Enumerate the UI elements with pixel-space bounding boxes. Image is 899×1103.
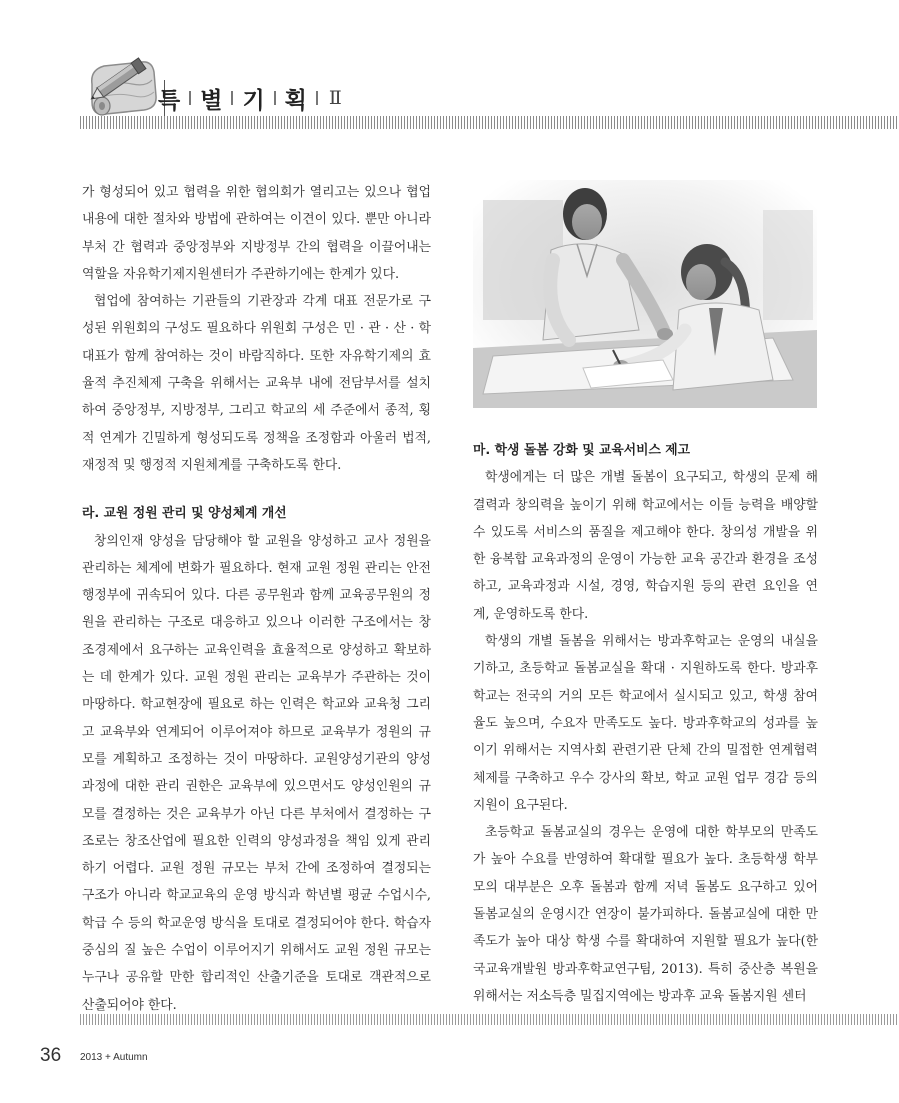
- paragraph: 학생의 개별 돌봄을 위해서는 방과후학교는 운영의 내실을 기하고, 초등학교 돌봄교실을 확대 · 지원하도록 한다. 방과후학교는 전국의 거의 모든 학교에서 실시되고 있고, 학생 참여율도 높으며, 수요자 만족도도 높다. 방과후학교의 성과를 높이기 위해서는 지역사회 관련기관 단체 간의 밀접한 연계협력 체제를 구축하고 우수 강사의 확보, 학교 교원 업무 경감 등의 지원이 요구된다.: [473, 634, 818, 813]
- title-separator: [231, 91, 233, 105]
- title-char: 획: [284, 87, 307, 114]
- section-heading-ra: 라. 교원 정원 관리 및 양성체계 개선: [82, 506, 287, 522]
- header-hatch-rule: [80, 116, 898, 129]
- title-separator: [189, 91, 191, 105]
- pencil-scroll-icon: [82, 44, 164, 124]
- left-column: [82, 179, 431, 1019]
- footer-hatch-rule: [80, 1014, 898, 1025]
- paragraph: 초등학교 돌봄교실의 경우는 운영에 대한 학부모의 만족도가 높아 수요를 반영하여 확대할 필요가 높다. 초등학생 학부모의 대부분은 오후 돌봄과 함께 저녁 돌봄도 요구하고 있어 돌봄교실의 운영시간 연장이 불가피하다. 돌봄교실에 대한 만족도가 높아 대상 학생 수를 확대하여 지원할 필요가 높다(한국교육개발원 방과후학교연구팀, 2013). 특히 중산층 복원을 위해서는 저소득층 밀집지역에는 방과후 교육 돌봄지원 센터: [473, 825, 818, 1004]
- section-heading-ma: 마. 학생 돌봄 강화 및 교육서비스 제고: [473, 443, 691, 458]
- title-char: 기: [242, 87, 265, 114]
- title-separator: [316, 91, 318, 105]
- title-separator: [274, 91, 276, 105]
- title-roman-numeral: Ⅱ: [328, 87, 342, 109]
- page-number: 36: [40, 1045, 62, 1066]
- section-title: [158, 78, 342, 118]
- title-char: 특: [158, 87, 181, 114]
- paragraph: 가 형성되어 있고 협력을 위한 협의회가 열리고는 있으나 협업 내용에 대한 절차와 방법에 관하여는 이견이 있다. 뿐만 아니라 부처 간 협력과 중앙정부와 지방정부 간의 협력을 이끌어내는 역할을 자유학기제지원센터가 주관하기에는 한계가 있다.: [82, 185, 431, 282]
- paragraph: 학생에게는 더 많은 개별 돌봄이 요구되고, 학생의 문제 해결력과 창의력을 높이기 위해 학교에서는 이들 능력을 배양할 수 있도록 서비스의 품질을 제고해야 한다. 창의성 개발을 위한 융복합 교육과정의 운영이 가능한 교육 공간과 환경을 조성하고, 교육과정과 시설, 경영, 학습지원 등의 관련 요인을 연계, 운영하도록 한다.: [473, 470, 818, 622]
- page-header: [0, 0, 899, 135]
- paragraph: 협업에 참여하는 기관들의 기관장과 각계 대표 전문가로 구성된 위원회의 구성도 필요하다 위원회 구성은 민 · 관 · 산 · 학 대표가 함께 참여하는 것이 바람직하다. 또한 자유학기제의 효율적 추진체제 구축을 위해서는 교육부 내에 전담부서를 설치하여 중앙정부, 지방정부, 그리고 학교의 세 주준에서 종적, 횡적 연계가 긴밀하게 형성되도록 정책을 조정함과 아울러 법적, 재정적 및 행정적 지원체계를 구축하도록 한다.: [82, 294, 431, 473]
- paragraph: 창의인재 양성을 담당해야 할 교원을 양성하고 교사 정원을 관리하는 체계에 변화가 필요하다. 현재 교원 정원 관리는 안전행정부에 귀속되어 있다. 다른 공무원과 함께 교육공무원의 정원을 관리하는 구조로 대응하고 있으나 이러한 구조에서는 창조경제에서 요구하는 교육인력을 효율적으로 양성하고 확보하는 데 한계가 있다. 교원 정원 관리는 교육부가 주관하는 것이 마땅하다. 학교현장에 필요로 하는 인력은 학교와 교육청 그리고 교육부와 연계되어 이루어져야 하므로 교육부가 정원의 규모를 계획하고 조정하는 것이 마땅하다. 교원양성기관의 양성과정에 대한 관리 권한은 교육부에 있으면서도 양성인원의 규모를 결정하는 것은 교육부가 아닌 다른 부처에서 결정하는 구조로는 창조산업에 필요한 인력의 양성과정을 책임 있게 관리하기 어렵다. 교원 정원 규모는 부처 간에 조정하여 결정되는 구조가 아니라 학교교육의 운영 방식과 학년별 평균 수업시수, 학급 수 등의 학교운영 방식을 토대로 결정되어야 한다. 학습자 중심의 질 높은 수업이 이루어지기 위해서도 교원 정원 규모는 누구나 공유할 만한 합리적인 산출기준을 토대로 객관적으로 산출되어야 한다.: [82, 533, 431, 1013]
- issue-label: 2013 + Autumn: [80, 1052, 148, 1063]
- teacher-student-photo: [473, 180, 817, 408]
- title-char: 별: [200, 87, 223, 114]
- right-column: [473, 437, 818, 1010]
